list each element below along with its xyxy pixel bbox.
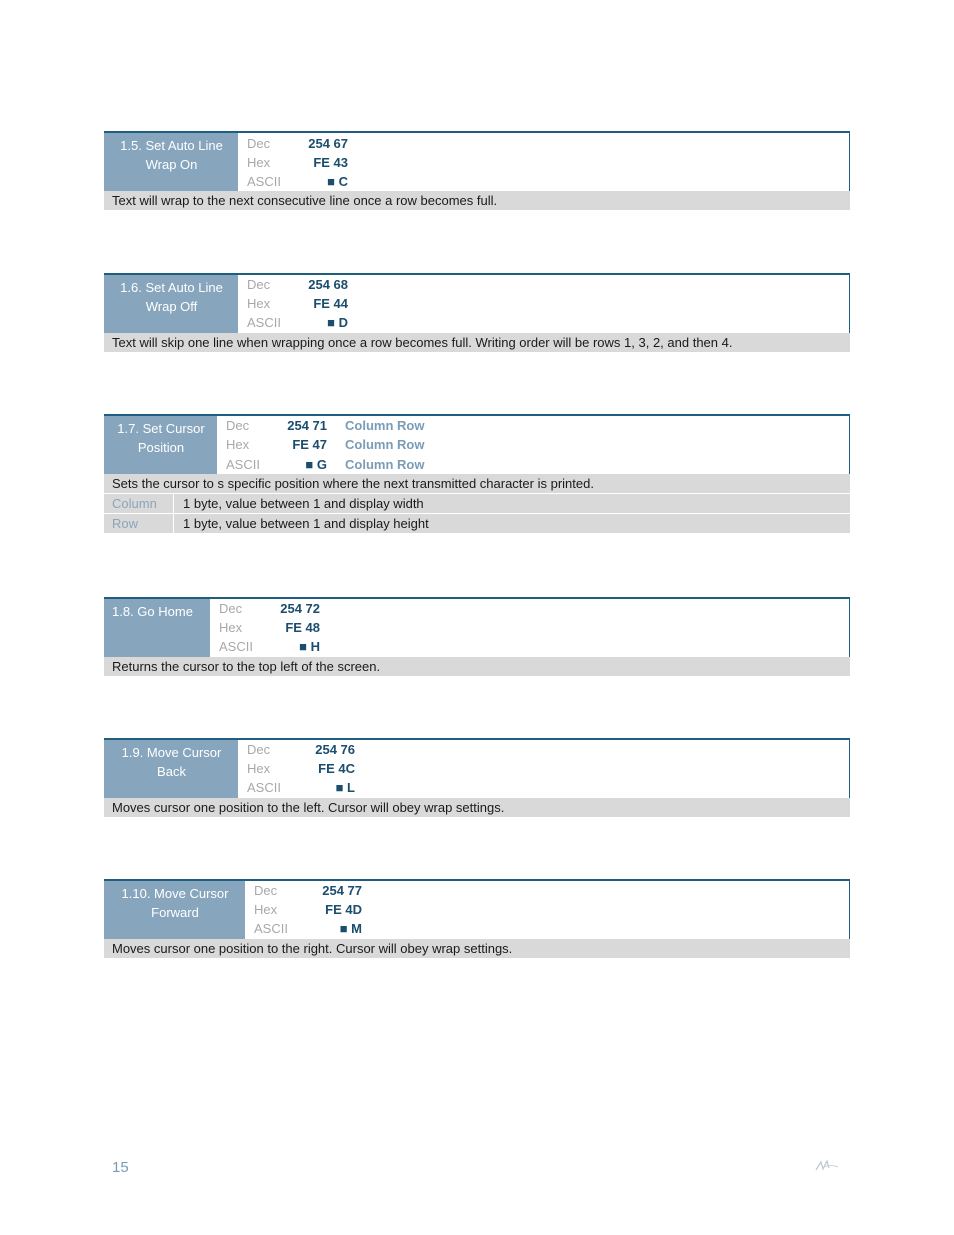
code-row-ascii [238,172,849,191]
code-params: Column Row [345,457,425,472]
code-value: FE 43 [313,155,348,170]
command-codes [210,599,849,657]
code-row-dec [217,416,849,435]
command-description: Text will wrap to the next consecutive line once a row becomes full. [104,191,850,210]
command-block-move-cursor-back [104,738,850,817]
command-header [104,131,850,191]
parameter-row-row [104,514,850,533]
command-title: 1.10. Move Cursor Forward [104,881,245,939]
parameter-row-column [104,494,850,513]
command-description: Returns the cursor to the top left of the screen. [104,657,850,676]
command-title: 1.8. Go Home [104,599,210,657]
code-label: ASCII [254,921,288,936]
code-label: Dec [226,418,250,433]
code-row-dec [210,599,849,618]
command-title: 1.6. Set Auto Line Wrap Off [104,275,238,333]
command-block-move-cursor-forward [104,879,850,958]
code-row-hex [238,759,849,778]
command-title: 1.9. Move Cursor Back [104,740,238,798]
command-block-set-auto-line-wrap-on [104,131,850,210]
parameter-description: 1 byte, value between 1 and display width [183,496,424,511]
command-codes [238,133,849,191]
command-header [104,597,850,657]
code-label: Hex [254,902,278,917]
command-header [104,414,850,474]
command-block-go-home [104,597,850,676]
code-row-ascii [217,455,849,474]
parameter-description: 1 byte, value between 1 and display height [183,516,429,531]
code-row-hex [210,618,849,637]
parameter-name: Row [104,514,174,533]
code-label: Dec [247,742,271,757]
code-label: ASCII [226,457,260,472]
code-label: Hex [247,155,271,170]
page-number: 15 [112,1159,129,1176]
code-label: ASCII [247,780,281,795]
code-row-ascii [238,313,849,332]
code-row-hex [217,435,849,454]
command-block-set-cursor-position [104,414,850,533]
code-value: ■ C [327,174,348,189]
code-label: ASCII [247,315,281,330]
command-description: Moves cursor one position to the right. Cursor will obey wrap settings. [104,939,850,958]
code-value: ■ M [339,921,362,936]
code-row-ascii [210,637,849,656]
command-description: Sets the cursor to s specific position where the next transmitted character is printed. [104,474,850,493]
code-row-ascii [245,919,849,938]
code-row-dec [245,881,849,900]
command-header [104,879,850,939]
code-label: Dec [254,883,278,898]
code-value: FE 47 [292,437,327,452]
command-codes [217,416,849,474]
code-label: Dec [219,601,243,616]
code-value: 254 72 [280,601,320,616]
code-row-hex [245,900,849,919]
code-label: Hex [226,437,250,452]
code-label: Dec [247,136,271,151]
code-value: FE 48 [285,620,320,635]
command-description: Text will skip one line when wrapping once a row becomes full. Writing order will be rows 1, 3, 2, and then 4. [104,333,850,352]
command-codes [238,275,849,333]
code-label: ASCII [219,639,253,654]
command-header [104,738,850,798]
code-value: 254 68 [308,277,348,292]
code-label: ASCII [247,174,281,189]
code-value: 254 67 [308,136,348,151]
command-title: 1.5. Set Auto Line Wrap On [104,133,238,191]
parameter-name: Column [104,494,174,513]
code-row-hex [238,153,849,172]
code-value: ■ H [299,639,320,654]
command-block-set-auto-line-wrap-off [104,273,850,352]
code-value: 254 76 [315,742,355,757]
code-value: ■ L [335,780,355,795]
matrix-orbital-logo-icon [814,1158,840,1174]
command-title: 1.7. Set Cursor Position [104,416,217,474]
code-value: FE 4C [318,761,355,776]
code-row-ascii [238,778,849,797]
command-codes [245,881,849,939]
code-label: Dec [247,277,271,292]
code-value: FE 4D [325,902,362,917]
code-value: ■ G [305,457,327,472]
code-value: 254 77 [322,883,362,898]
code-value: 254 71 [287,418,327,433]
command-description: Moves cursor one position to the left. Cursor will obey wrap settings. [104,798,850,817]
command-header [104,273,850,333]
command-codes [238,740,849,798]
code-label: Hex [247,296,271,311]
code-row-dec [238,134,849,153]
code-label: Hex [219,620,243,635]
code-params: Column Row [345,418,425,433]
code-value: ■ D [327,315,348,330]
code-row-hex [238,294,849,313]
code-row-dec [238,740,849,759]
code-row-dec [238,275,849,294]
code-params: Column Row [345,437,425,452]
code-value: FE 44 [313,296,348,311]
code-label: Hex [247,761,271,776]
